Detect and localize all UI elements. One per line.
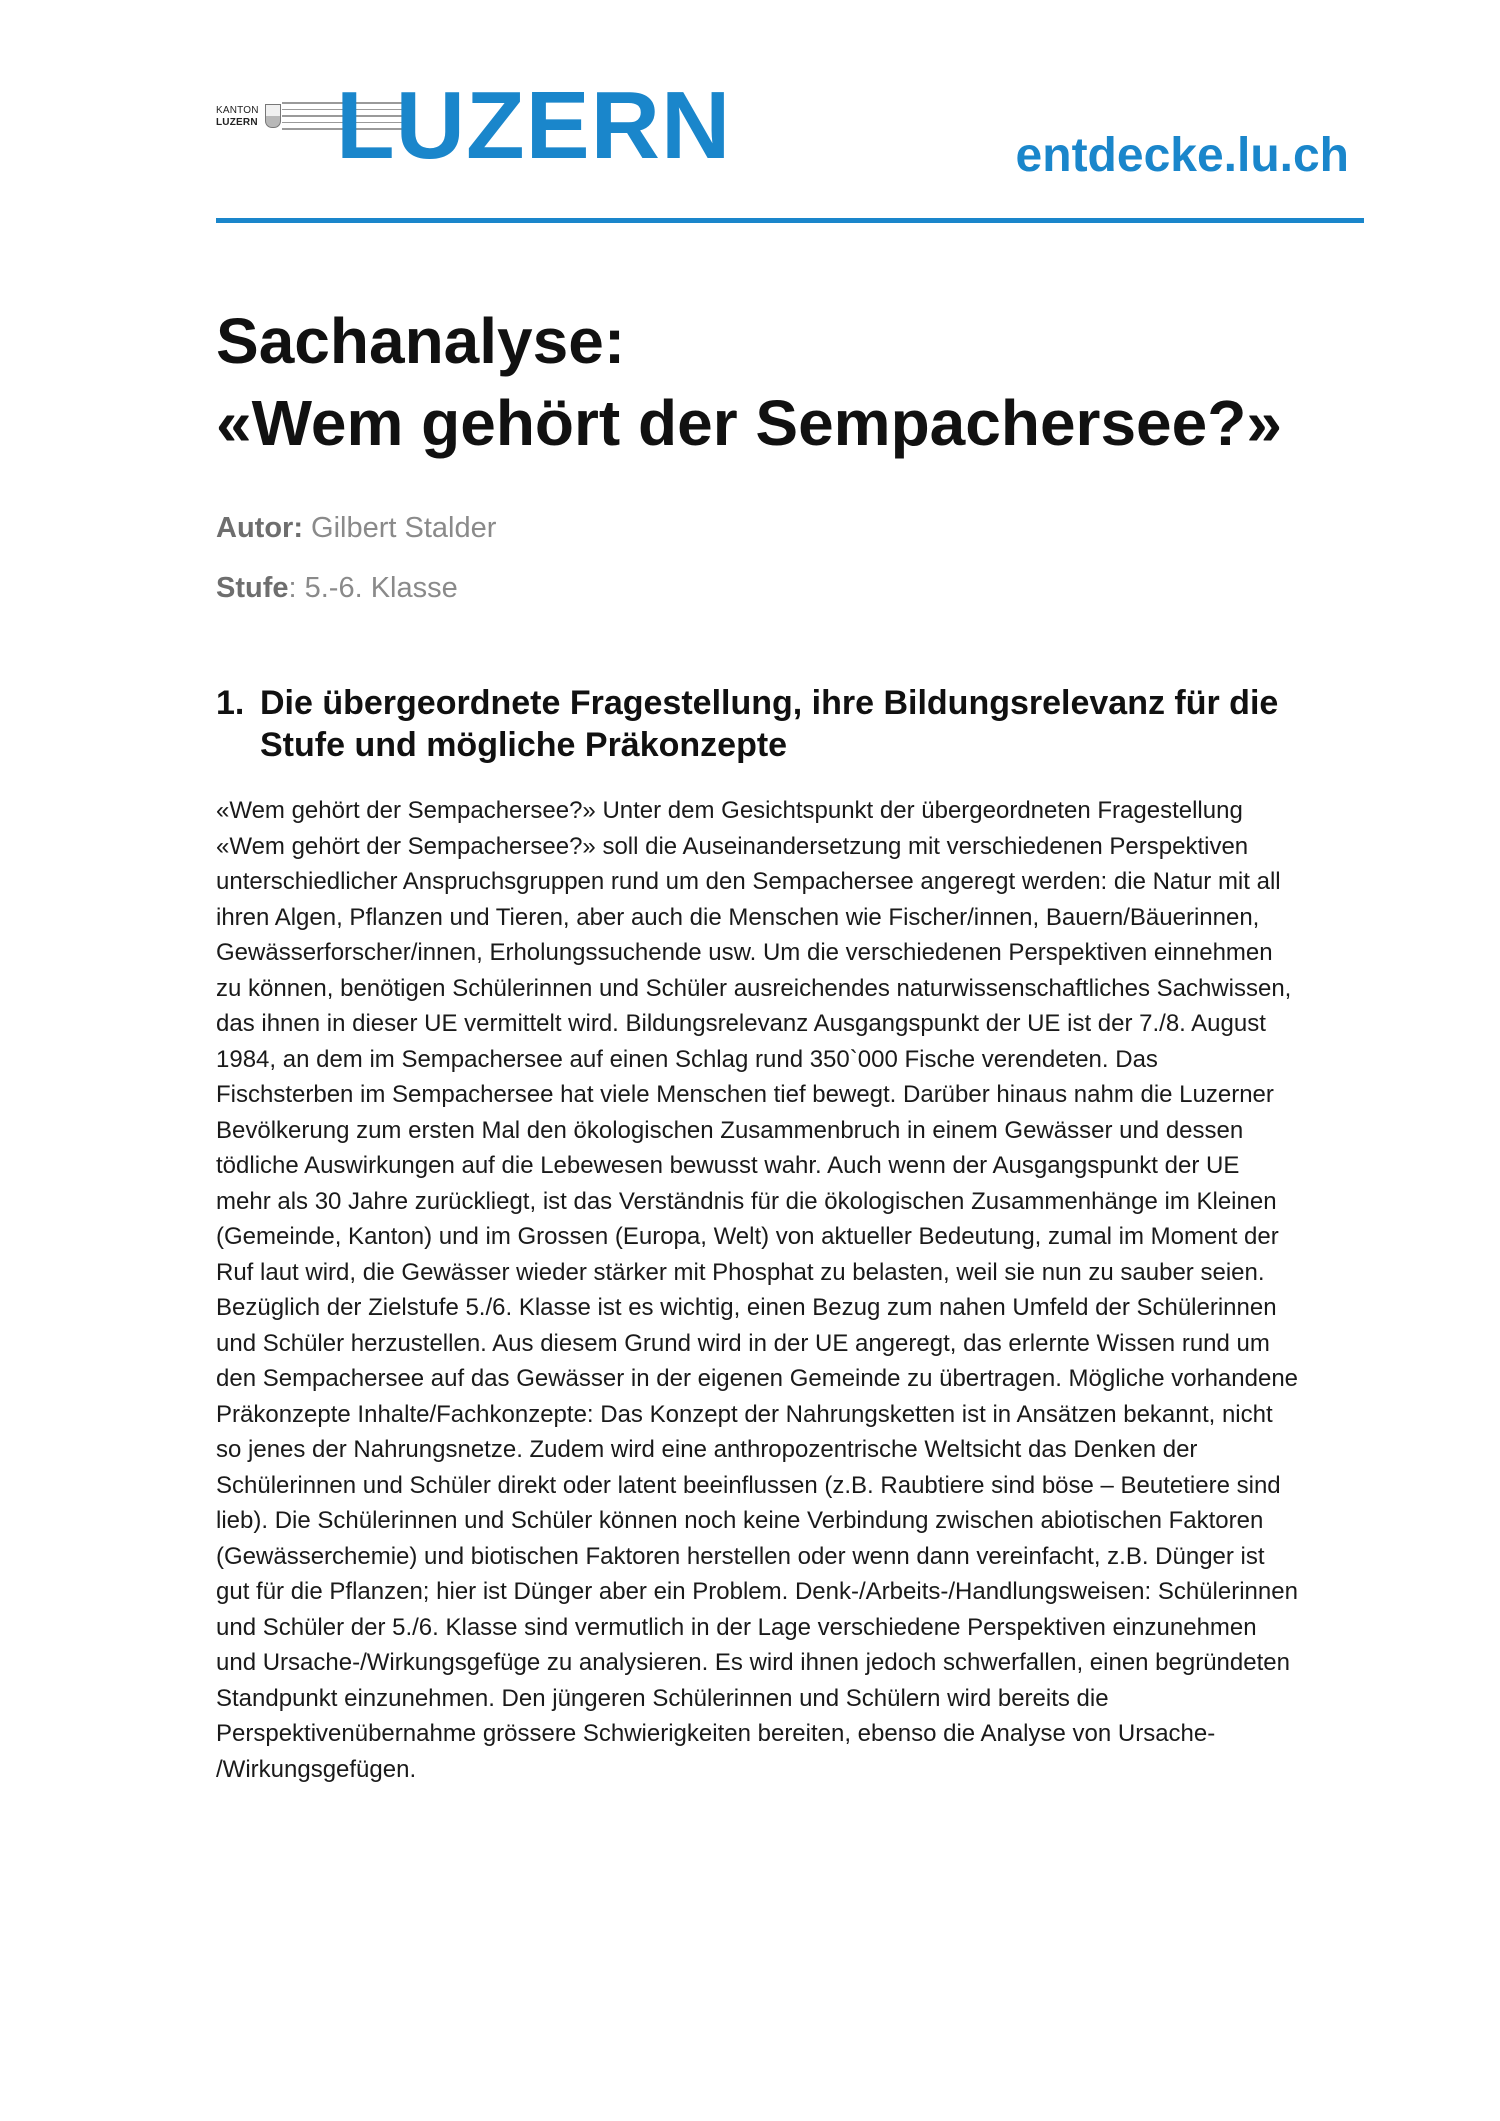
website-url: entdecke.lu.ch [1015,129,1349,182]
body-line: zu können, benötigen Schülerinnen und Schüler ausreichendes naturwissenschaftliches Sachwissen, [216,974,1292,1002]
body-line: unterschiedlicher Anspruchsgruppen rund um den Sempachersee angeregt werden: die Natur mit all [216,868,1281,895]
body-line: tödliche Auswirkungen auf die Lebewesen bewusst wahr. Auch wenn der Ausgangspunkt der UE [216,1152,1240,1179]
level-value: : 5.-6. Klasse [288,572,458,604]
body-line: «Wem gehört der Sempachersee?» soll die Auseinandersetzung mit verschiedenen Perspektiven [216,832,1249,860]
canton-label [216,105,259,129]
section-heading [216,682,1366,766]
body-line: Präkonzepte Inhalte/Fachkonzepte: Das Konzept der Nahrungsketten ist in Ansätzen bekannt, nicht [216,1400,1273,1428]
section-number: 1. [216,684,245,722]
body-line: mehr als 30 Jahre zurückliegt, ist das Verständnis für die ökologischen Zusammenhänge im Kleinen [216,1187,1277,1215]
section-body-paragraph [216,793,1366,1787]
author-value: Gilbert Stalder [311,512,497,544]
title-line2: «Wem gehört der Sempachersee?» [216,387,1282,459]
body-line: das ihnen in dieser UE vermittelt wird. Bildungsrelevanz Ausgangspunkt der UE ist der 7./8. August [216,1010,1266,1037]
section-heading-line1: Die übergeordnete Fragestellung, ihre Bildungsrelevanz für die [260,684,1279,722]
body-line: (Gemeinde, Kanton) und im Grossen (Europa, Welt) von aktueller Bedeutung, zumal im Moment der [216,1223,1279,1250]
section-heading-text [260,682,1278,766]
level-label: Stufe [216,572,289,604]
body-line: Schülerinnen und Schüler direkt oder latent beeinflussen (z.B. Raubtiere sind böse – Beutetiere sind [216,1471,1281,1499]
coat-of-arms-icon [265,104,281,128]
document-title [216,300,1282,464]
body-line: ihren Algen, Pflanzen und Tieren, aber auch die Menschen wie Fischer/innen, Bauern/Bäuerinnen, [216,903,1260,931]
body-line: Standpunkt einzunehmen. Den jüngeren Schülerinnen und Schülern wird bereits die [216,1684,1109,1712]
body-line: «Wem gehört der Sempachersee?» Unter dem Gesichtspunkt der übergeordneten Fragestellung [216,797,1243,824]
body-line: Fischsterben im Sempachersee hat viele Menschen tief bewegt. Darüber hinaus nahm die Luzerner [216,1081,1274,1108]
body-line: Bevölkerung zum ersten Mal den ökologischen Zusammenbruch in einem Gewässer und dessen [216,1116,1244,1144]
body-line: den Sempachersee auf das Gewässer in der eigenen Gemeinde zu übertragen. Mögliche vorhandene [216,1365,1299,1392]
body-line: gut für die Pflanzen; hier ist Dünger aber ein Problem. Denk-/Arbeits-/Handlungsweisen: Schülerinnen [216,1578,1298,1605]
body-line: und Ursache-/Wirkungsgefüge zu analysieren. Es wird ihnen jedoch schwerfallen, einen begründeten [216,1649,1290,1676]
author-line [216,512,496,545]
body-line: so jenes der Nahrungsnetze. Zudem wird eine anthropozentrische Weltsicht das Denken der [216,1436,1198,1463]
body-line: (Gewässerchemie) und biotischen Faktoren herstellen oder wenn dann vereinfacht, z.B. Dünger ist [216,1542,1265,1570]
body-line: 1984, an dem im Sempachersee auf einen Schlag rund 350`000 Fische verendeten. Das [216,1045,1158,1073]
canton-label-line2: LUZERN [216,117,258,128]
level-line [216,572,458,605]
title-line1: Sachanalyse: [216,305,626,377]
body-line: Perspektivenübernahme grössere Schwierigkeiten bereiten, ebenso die Analyse von Ursache- [216,1720,1216,1747]
body-line: und Schüler der 5./6. Klasse sind vermutlich in der Lage verschiedene Perspektiven einzunehmen [216,1613,1257,1641]
body-line: Bezüglich der Zielstufe 5./6. Klasse ist es wichtig, einen Bezug zum nahen Umfeld der Schülerinnen [216,1294,1277,1321]
body-line: Gewässerforscher/innen, Erholungssuchende usw. Um die verschiedenen Perspektiven einnehmen [216,939,1273,966]
body-line: und Schüler herzustellen. Aus diesem Grund wird in der UE angeregt, das erlernte Wissen rund um [216,1329,1270,1357]
body-line: lieb). Die Schülerinnen und Schüler können noch keine Verbindung zwischen abiotischen Faktoren [216,1507,1264,1534]
kanton-luzern-logo [216,72,761,179]
canton-label-line1: KANTON [216,105,259,116]
body-line: Ruf laut wird, die Gewässer wieder stärker mit Phosphat zu belasten, weil sie nun zu sauber seien. [216,1258,1265,1286]
header-divider [216,218,1364,223]
logo-wordmark: LUZERN [336,72,732,179]
body-line: /Wirkungsgefügen. [216,1755,417,1783]
section-heading-line2: Stufe und mögliche Präkonzepte [260,726,788,764]
author-label: Autor: [216,512,303,544]
